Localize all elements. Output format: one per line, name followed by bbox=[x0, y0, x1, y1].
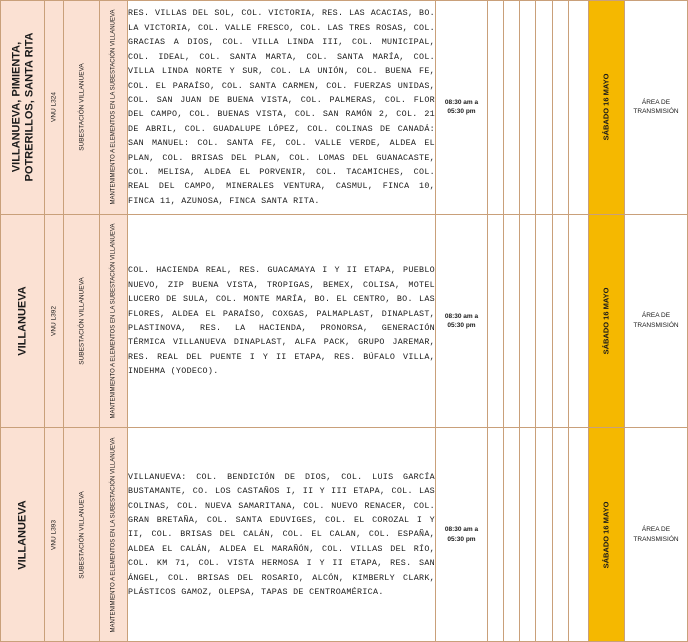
area-label-line1: ÁREA DE bbox=[641, 525, 671, 533]
table-row bbox=[1, 214, 688, 428]
time-from: 08:30 am a bbox=[444, 312, 479, 320]
substation-label: SUBESTACIÓN VILLANUEVA bbox=[77, 63, 85, 152]
date-label: SÁBADO 16 MAYO bbox=[601, 287, 611, 355]
work-label: MANTENIMIENTO A ELEMENTOS EN LA SUBESTACIÓN VILLANUEVA bbox=[110, 437, 117, 633]
time-to: 05:30 pm bbox=[447, 321, 476, 329]
area-label-line1: ÁREA DE bbox=[641, 98, 671, 106]
time-cell bbox=[436, 1, 488, 215]
area-label-line1: ÁREA DE bbox=[641, 312, 671, 320]
area-label-line2: TRANSMISIÓN bbox=[633, 321, 679, 329]
date-label: SÁBADO 16 MAYO bbox=[601, 73, 611, 141]
empty-cell bbox=[488, 1, 504, 215]
time-to: 05:30 pm bbox=[447, 108, 476, 116]
substation-label: SUBESTACIÓN VILLANUEVA bbox=[77, 277, 85, 365]
time-cell bbox=[436, 214, 488, 428]
area-label-line2: TRANSMISIÓN bbox=[633, 535, 679, 543]
empty-cell bbox=[520, 428, 536, 642]
empty-cell bbox=[536, 1, 553, 215]
zone-label: VILLANUEVA bbox=[16, 286, 29, 356]
circuit-cell bbox=[45, 214, 64, 428]
circuit-label: VNU L324 bbox=[50, 92, 58, 123]
zone-label: VILLANUEVA bbox=[16, 499, 29, 570]
empty-cell bbox=[569, 1, 589, 215]
empty-cell bbox=[553, 214, 569, 428]
work-cell bbox=[100, 214, 128, 428]
empty-cell bbox=[536, 214, 553, 428]
empty-cell bbox=[553, 1, 569, 215]
zone-cell bbox=[1, 1, 45, 215]
zone-label: VILLANUEVA, PIMIENTA, POTRERILLOS, SANTA RITA bbox=[9, 32, 35, 182]
zone-cell bbox=[1, 214, 45, 428]
substation-cell bbox=[64, 428, 100, 642]
work-label: MANTENIMIENTO A ELEMENTOS EN LA SUBESTACIÓN VILLANUEVA bbox=[110, 223, 117, 419]
empty-cell bbox=[520, 1, 536, 215]
empty-cell bbox=[504, 428, 520, 642]
area-cell bbox=[625, 214, 688, 428]
date-cell bbox=[589, 214, 625, 428]
table-row bbox=[1, 1, 688, 215]
table-row bbox=[1, 428, 688, 642]
work-label: MANTENIMIENTO A ELEMENTOS EN LA SUBESTACIÓN VILLANUEVA bbox=[110, 9, 117, 205]
area-label-line2: TRANSMISIÓN bbox=[633, 108, 679, 116]
zone-cell bbox=[1, 428, 45, 642]
circuit-label: VNU L393 bbox=[50, 519, 58, 550]
affected-sectors: VILLANUEVA: COL. BENDICIÓN DE DIOS, COL. LUIS GARCÍA BUSTAMANTE, CO. LOS CASTAÑOS I, II Y III ETAPA, COL. LAS COLINAS, COL. NUEVA SAMARITANA, COL. NUEVO RENACER, COL. GRAN BRETAÑA, COL. SANTA EDUVIGES, COL. EL COROZAL I Y II, COL. BRISAS DEL CALÁN, COL. EL CALAN, COL. ESPAÑA, ALDEA EL CALÁN, ALDEA EL MARAÑÓN, COL. VILLAS DEL RÍO, COL. KM 71, COL. VISTA HERMOSA I Y II ETAPA, RES. SAN ÁNGEL, COL. BRISAS DEL ROSARIO, ALCÓN, KIMBERLY CLARK, PLÁSTICOS GAMOZ, OLEPSA, TAPAS DE CENTROAMÉRICA. bbox=[128, 428, 436, 642]
substation-label: SUBESTACIÓN VILLANUEVA bbox=[77, 490, 85, 579]
time-to: 05:30 pm bbox=[447, 535, 476, 543]
date-cell bbox=[589, 428, 625, 642]
area-cell bbox=[625, 1, 688, 215]
empty-cell bbox=[504, 1, 520, 215]
area-cell bbox=[625, 428, 688, 642]
time-from: 08:30 am a bbox=[444, 526, 479, 534]
work-cell bbox=[100, 1, 128, 215]
date-label: SÁBADO 16 MAYO bbox=[601, 501, 611, 569]
circuit-cell bbox=[45, 1, 64, 215]
empty-cell bbox=[504, 214, 520, 428]
date-cell bbox=[589, 1, 625, 215]
empty-cell bbox=[553, 428, 569, 642]
empty-cell bbox=[536, 428, 553, 642]
circuit-label: VNU L392 bbox=[50, 305, 58, 336]
time-cell bbox=[436, 428, 488, 642]
empty-cell bbox=[520, 214, 536, 428]
empty-cell bbox=[488, 214, 504, 428]
affected-sectors: COL. HACIENDA REAL, RES. GUACAMAYA I Y II ETAPA, PUEBLO NUEVO, ZIP BUENA VISTA, TROPIGAS, BEMEX, COLISA, MOTEL LUCERO DE SULA, COL. MONTE MARÍA, BO. EL CENTRO, BO. LAS FLORES, ALDEA EL PARAÍSO, COXGAS, PALMAPLAST, DINAPLAST, PLASTINOVA, RES. LA HACIENDA, PRONORSA, GENERACIÓN TÉRMICA VILLANUEVA DINAPLAST, ALFA PACK, GRUPO JAREMAR, RES. REAL DEL PUENTE I Y II ETAPA, RES. BÚFALO VILLA, INDEHMA (YODECO). bbox=[128, 214, 436, 428]
work-cell bbox=[100, 428, 128, 642]
substation-cell bbox=[64, 1, 100, 215]
affected-sectors: RES. VILLAS DEL SOL, COL. VICTORIA, RES. LAS ACACIAS, BO. LA VICTORIA, COL. VALLE FRESCO, COL. LAS TRES ROSAS, COL. GRACIAS A DIOS, COL. VILLA LINDA III, COL. MUNICIPAL, COL. IDEAL, COL. SANTA MARTA, COL. SANTA MARÍA, COL. VILLA LINDA NORTE Y SUR, COL. LA UNIÓN, COL. BUENA FE, COL. EL PARAÍSO, COL. SANTA CARMEN, COL. FUERZAS UNIDAS, COL. SAN JUAN DE BUENA VISTA, COL. PALMERAS, COL. FLOR DEL CAMPO, COL. BUENAS VISTA, COL. SAN RAMÓN 2, COL. 21 DE ABRIL, COL. GUADALUPE LÓPEZ, COL. COLINAS DE CANADÁ: SAN MANUEL: COL. SANTA FE, COL. VALLE VERDE, ALDEA EL PLAN, COL. BRISAS DEL PLAN, COL. LOMAS DEL GUANACASTE, COL. MELISA, ALDEA EL PORVENIR, COL. TACAMICHES, COL. REAL DEL CAMPO, MINERALES VENTURA, CASMUL, FINCA 10, FINCA 11, AZUNOSA, FINCA SANTA RITA. bbox=[128, 1, 436, 215]
empty-cell bbox=[569, 428, 589, 642]
time-from: 08:30 am a bbox=[444, 98, 479, 106]
circuit-cell bbox=[45, 428, 64, 642]
empty-cell bbox=[488, 428, 504, 642]
empty-cell bbox=[569, 214, 589, 428]
substation-cell bbox=[64, 214, 100, 428]
